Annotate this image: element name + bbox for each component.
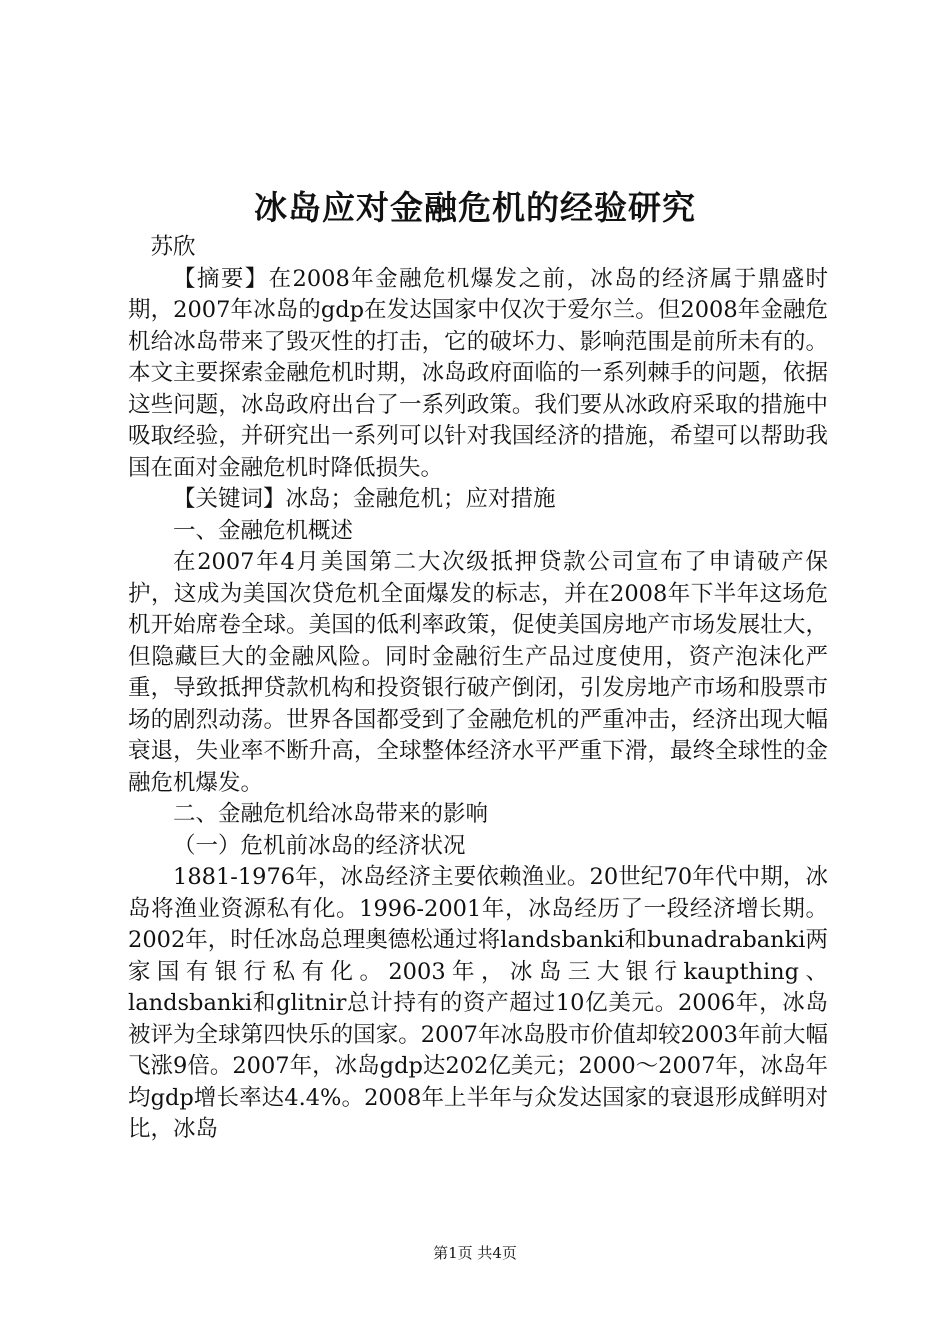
author-name: 苏欣 [150,234,196,260]
keywords-paragraph: 【关键词】冰岛；金融危机；应对措施 [173,486,556,512]
body-paragraph: 1881-1976年，冰岛经济主要依赖渔业。20世纪70年代中期，冰岛将渔业资源私有化。1996-2001年，冰岛经历了一段经济增长期。2002年，时任冰岛总理奥德松通过将landsbanki和bunadrabanki两家国有银行私有化。2003年，冰岛三大银行kaupthing、landsbanki和glitnir总计持有的资产超过10亿美元。2006年，冰岛被评为全球第四快乐的国家。2007年冰岛股市价值却较2003年前大幅飞涨9倍。2007年，冰岛gdp达202亿美元；2000～2007年，冰岛年均gdp增长率达4.4%。2008年上半年与众发达国家的衰退形成鲜明对比，冰岛 [128,864,828,1142]
section-heading: 一、金融危机概述 [173,517,354,544]
section-heading: 二、金融危机给冰岛带来的影响 [173,801,489,827]
page-footer: 第1页 共4页 [433,1244,517,1262]
body-paragraph: 在2007年4月美国第二大次级抵押贷款公司宣布了申请破产保护，这成为美国次贷危机全面爆发的标志，并在2008年下半年这场危机开始席卷全球。美国的低利率政策，促使美国房地产市场发展壮大，但隐藏巨大的金融风险。同时金融衍生产品过度使用，资产泡沫化严重，导致抵押贷款机构和投资银行破产倒闭，引发房地产市场和股票市场的剧烈动荡。世界各国都受到了金融危机的严重冲击，经济出现大幅衰退，失业率不断升高，全球整体经济水平严重下滑，最终全球性的金融危机爆发。 [128,549,828,796]
document-body [128,232,828,1146]
abstract-paragraph: 【摘要】在2008年金融危机爆发之前，冰岛的经济属于鼎盛时期，2007年冰岛的gdp在发达国家中仅次于爱尔兰。但2008年金融危机给冰岛带来了毁灭性的打击，它的破坏力、影响范围是前所未有的。本文主要探索金融危机时期，冰岛政府面临的一系列棘手的问题，依据这些问题，冰岛政府出台了一系列政策。我们要从冰政府采取的措施中吸取经验，并研究出一系列可以针对我国经济的措施，希望可以帮助我国在面对金融危机时降低损失。 [128,265,828,481]
document-title: 冰岛应对金融危机的经验研究 [254,188,696,227]
subsection-heading: （一）危机前冰岛的经济状况 [173,832,466,859]
